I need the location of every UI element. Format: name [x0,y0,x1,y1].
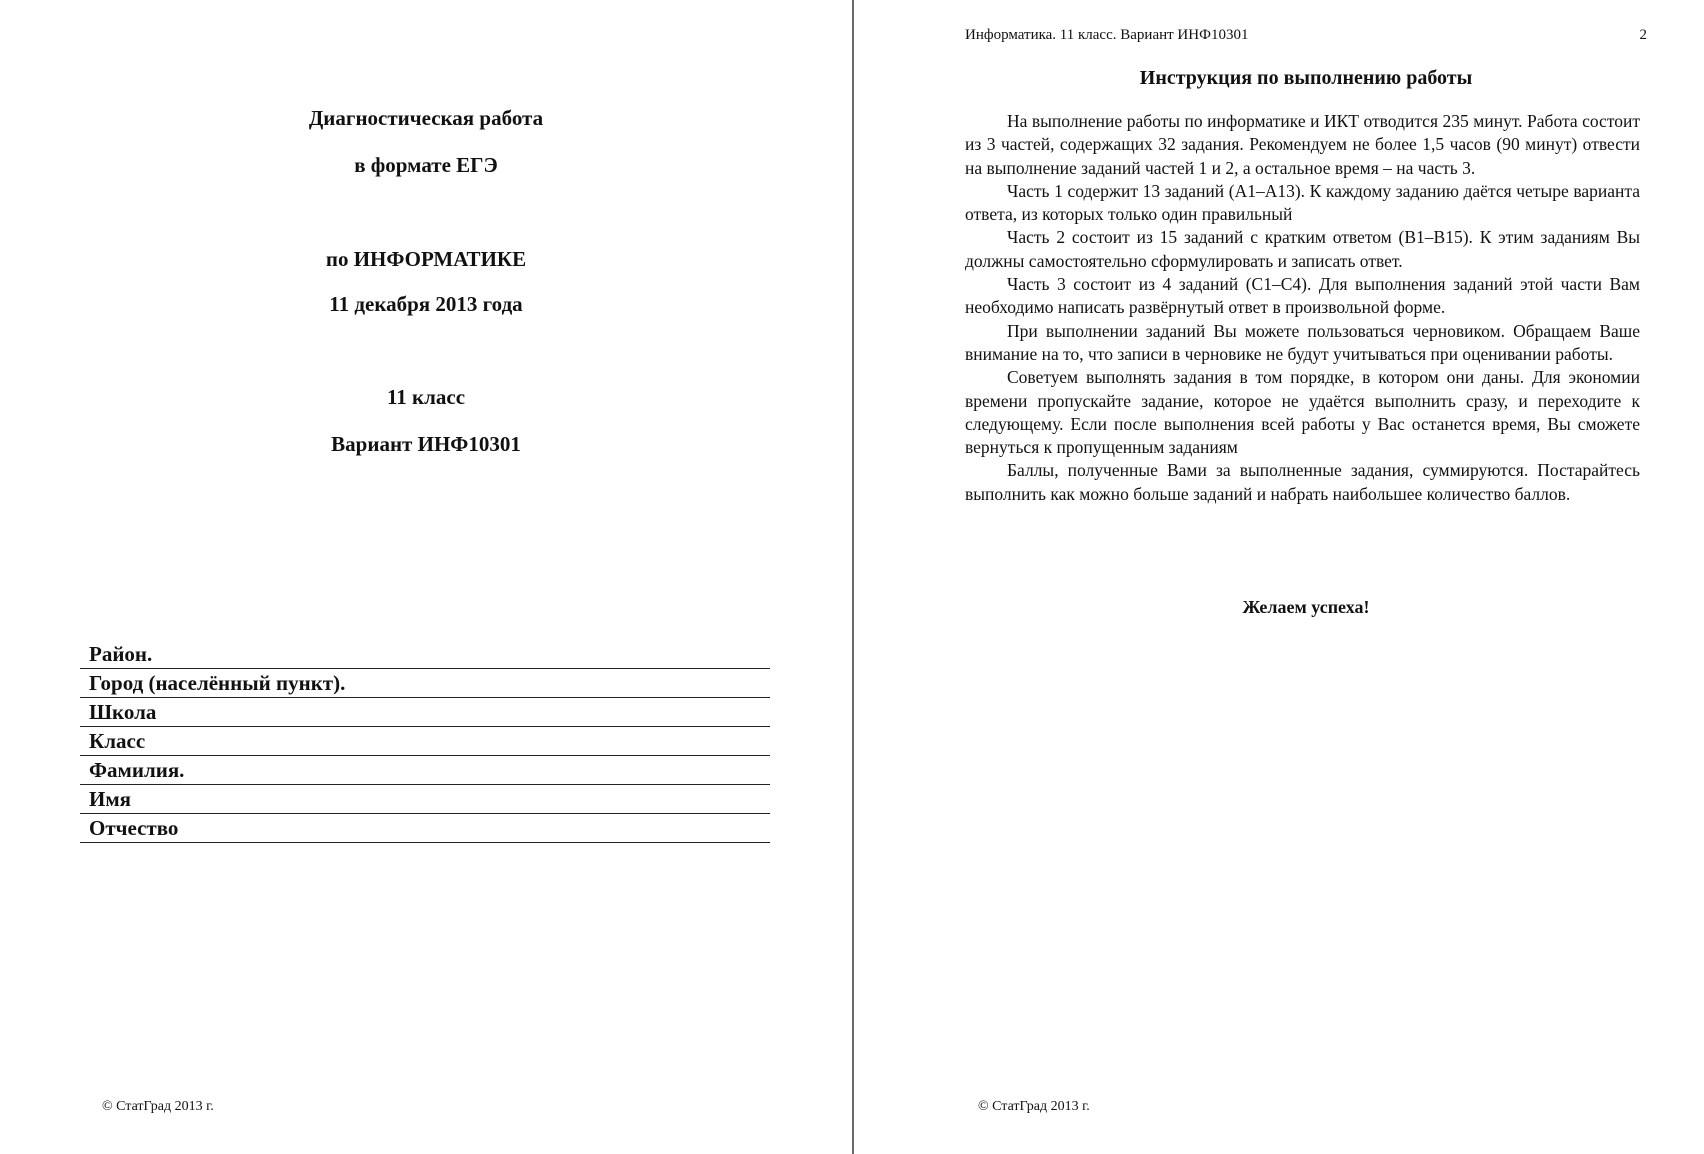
paragraph: Часть 2 состоит из 15 заданий с кратким ответом (В1–В15). К этим заданиям Вы должны самостоятельно сформулировать и записать ответ. [965,227,1640,271]
closing-wish: Желаем успеха! [1242,597,1370,617]
form-field-city[interactable] [80,669,770,698]
form-field-label: Район. [89,642,153,666]
right-footer-copyright: © СтатГрад 2013 г. [978,1099,1090,1114]
exam-date: 11 декабря 2013 года [329,292,523,316]
variant-label: Вариант ИНФ10301 [331,432,521,456]
paragraph: Часть 1 содержит 13 заданий (А1–А13). К каждому заданию даётся четыре варианта ответа, из которых только один правильный [965,180,1640,225]
form-field-label: Отчество [89,816,179,840]
header-text: Информатика. 11 класс. Вариант ИНФ10301 [965,27,1249,43]
left-footer-copyright: © СтатГрад 2013 г. [102,1099,214,1114]
form-field-label: Город (населённый пункт). [89,671,346,695]
form-field-school[interactable] [80,698,770,727]
instructions-body [965,110,1640,506]
form-field-label: Имя [89,787,131,811]
subject-title: по ИНФОРМАТИКЕ [325,247,527,271]
doc-title-line1: Диагностическая работа [308,106,544,130]
form-field-class[interactable] [80,727,770,756]
paragraph: Советуем выполнять задания в том порядке, в котором они даны. Для экономии времени пропускайте задание, которое не удаётся выполнить сразу, и переходите к следующему. Если после выполнения всей работы у Вас останется время, Вы сможете вернуться к пропущенным заданиям [965,367,1640,458]
form-field-label: Фамилия. [89,758,185,782]
form-field-surname[interactable] [80,756,770,785]
doc-title-line2: в формате ЕГЭ [354,153,498,177]
form-field-name[interactable] [80,785,770,814]
paragraph: Часть 3 состоит из 4 заданий (С1–С4). Для выполнения заданий этой части Вам необходимо написать развёрнутый ответ в произвольной форме. [965,274,1640,318]
instructions-title: Инструкция по выполнению работы [1139,67,1473,89]
grade-label: 11 класс [386,385,466,409]
form-field-label: Класс [89,729,146,753]
paragraph: На выполнение работы по информатике и ИКТ отводится 235 минут. Работа состоит из 3 частей, содержащих 32 задания. Рекомендуем не более 1,5 часов (90 минут) отвести на выполнение заданий частей 1 и 2, а остальное время – на часть 3. [965,111,1640,178]
instructions-page [854,0,1704,1154]
page-number: 2 [1639,27,1647,43]
paragraph: При выполнении заданий Вы можете пользоваться черновиком. Обращаем Ваше внимание на то, что записи в черновике не будут учитываться при оценивании работы. [965,320,1640,364]
form-field-district[interactable] [80,640,770,669]
form-field-label: Школа [89,700,157,724]
student-info-form [80,640,770,843]
form-field-patronymic[interactable] [80,814,770,843]
paragraph: Баллы, полученные Вами за выполненные задания, суммируются. Постарайтесь выполнить как можно больше заданий и набрать наибольшее количество баллов. [965,460,1640,504]
running-header [965,27,1647,44]
